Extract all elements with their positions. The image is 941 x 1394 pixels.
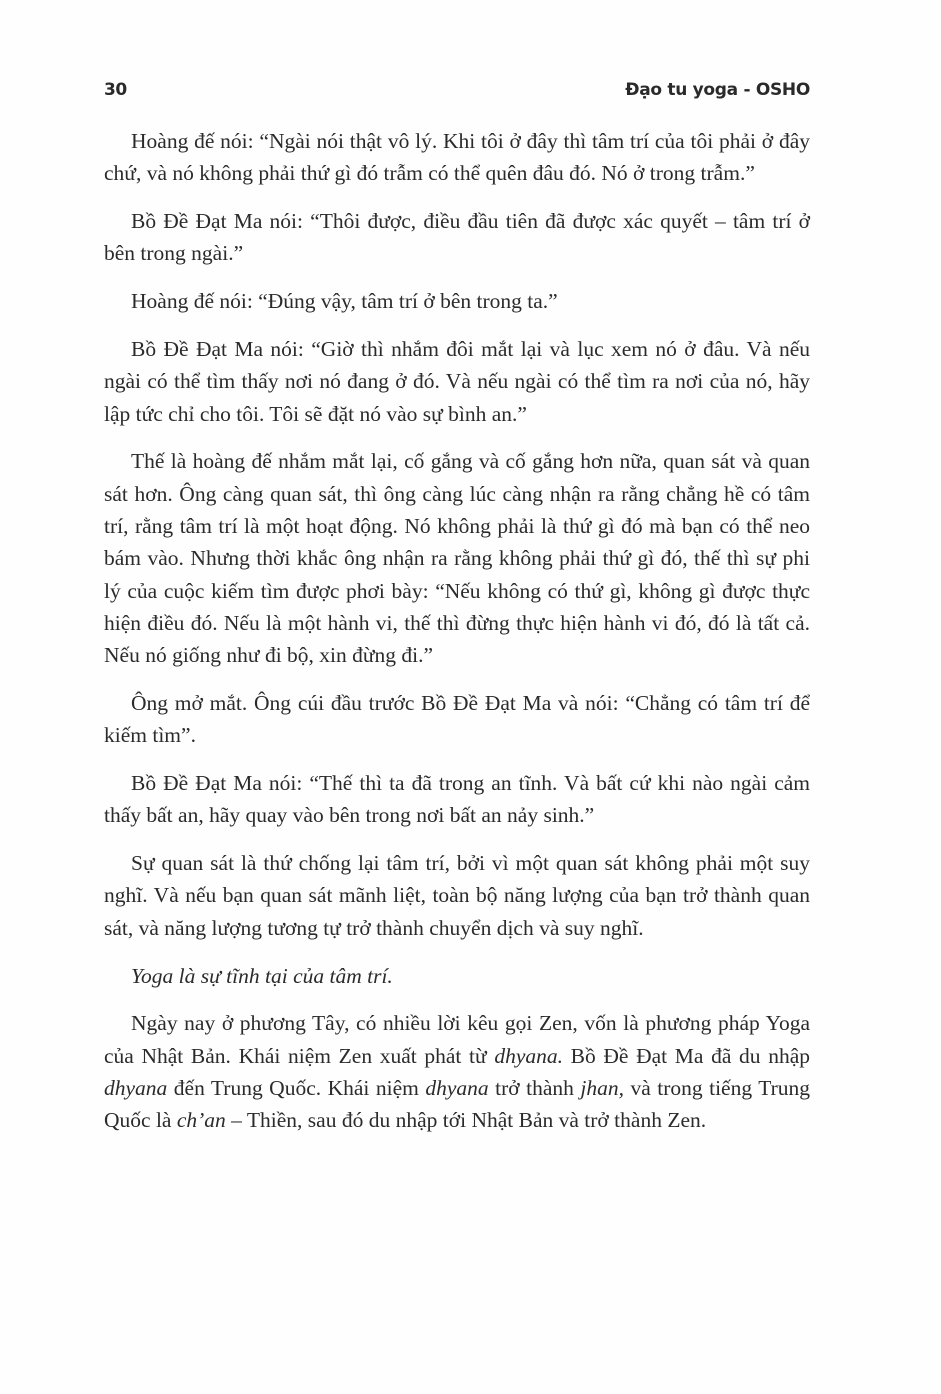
text-segment: Ngày nay ở phương Tây, có nhiều lời kêu gọi Zen, vốn là phương pháp Yoga của Nhật Bản. Khái niệm Zen xuất phát từ xyxy=(104,1011,810,1068)
term-dhyana: dhyana xyxy=(104,1075,168,1100)
term-jhan: jhan, xyxy=(580,1075,624,1100)
term-chan: ch’an xyxy=(176,1108,226,1133)
text-segment: – Thiền, sau đó du nhập tới Nhật Bản và trở thành Zen. xyxy=(225,1108,707,1133)
page-number: 30 xyxy=(104,80,127,100)
text-segment: và trong tiếng Trung Quốc là xyxy=(104,1075,810,1133)
text-segment: trở thành xyxy=(488,1075,581,1100)
paragraph-yoga-sutra-italic: Yoga là sự tĩnh tại của tâm trí. xyxy=(131,963,393,988)
paragraph-bodhidharma-settled: Bồ Đề Đạt Ma nói: “Thôi được, điều đầu tiên đã được xác quyết – tâm trí ở bên trong ngài.” xyxy=(104,209,810,266)
page-body xyxy=(104,125,810,1152)
paragraph-emperor-protest: Hoàng đế nói: “Ngài nói thật vô lý. Khi tôi ở đây thì tâm trí của tôi phải ở đây chứ, và nó không phải thứ gì đó trẫm có thể quên đâu đó. Nó ở trong trẫm.” xyxy=(104,129,810,186)
paragraph-emperor-opens-eyes: Ông mở mắt. Ông cúi đầu trước Bồ Đề Đạt Ma và nói: “Chẳng có tâm trí để kiếm tìm”. xyxy=(104,690,810,748)
paragraph-zen-origin xyxy=(104,1007,810,1136)
paragraph-observation: Sự quan sát là thứ chống lại tâm trí, bởi vì một quan sát không phải một suy nghĩ. Và nếu bạn quan sát mãnh liệt, toàn bộ năng lượng của bạn trở thành quan sát, và năng lượng tương tự trở thành chuyển dịch và suy nghĩ. xyxy=(104,851,810,940)
term-dhyana: dhyana. xyxy=(494,1043,564,1068)
text-segment: đến Trung Quốc. Khái niệm xyxy=(167,1075,426,1100)
text-segment: Bồ Đề Đạt Ma đã du nhập xyxy=(563,1043,810,1068)
page-header xyxy=(104,80,810,106)
running-title: Đạo tu yoga - OSHO xyxy=(625,80,810,100)
paragraph-emperor-observes: Thế là hoàng đế nhắm mắt lại, cố gắng và cố gắng hơn nữa, quan sát và quan sát hơn. Ông càng quan sát, thì ông càng lúc càng nhận ra rằng chẳng hề có tâm trí, rằng tâm trí là một hoạt động. Nó không phải là thứ gì đó mà bạn có thể neo bám vào. Nhưng thời khắc ông nhận ra rằng không phải thứ gì đó, thế thì sự phi lý của cuộc kiếm tìm được phơi bày: “Nếu không có thứ gì, không gì được thực hiện điều đó. Nếu là một hành vi, thế thì đừng thực hiện hành vi đó, đó là tất cả. Nếu nó giống như đi bộ, xin đừng đi.” xyxy=(104,449,810,668)
paragraph-bodhidharma-peace: Bồ Đề Đạt Ma nói: “Thế thì ta đã trong an tĩnh. Và bất cứ khi nào ngài cảm thấy bất an, hãy quay vào bên trong nơi bất an nảy sinh.” xyxy=(104,771,810,828)
paragraph-bodhidharma-close-eyes: Bồ Đề Đạt Ma nói: “Giờ thì nhắm đôi mắt lại và lục xem nó ở đâu. Và nếu ngài có thể tìm thấy nơi nó đang ở đó. Và nếu ngài có thể tìm ra nơi của nó, hãy lập tức chỉ cho tôi. Tôi sẽ đặt nó vào sự bình an.” xyxy=(104,336,810,426)
term-dhyana: dhyana xyxy=(425,1075,489,1100)
paragraph-emperor-agrees: Hoàng đế nói: “Đúng vậy, tâm trí ở bên trong ta.” xyxy=(131,289,558,314)
